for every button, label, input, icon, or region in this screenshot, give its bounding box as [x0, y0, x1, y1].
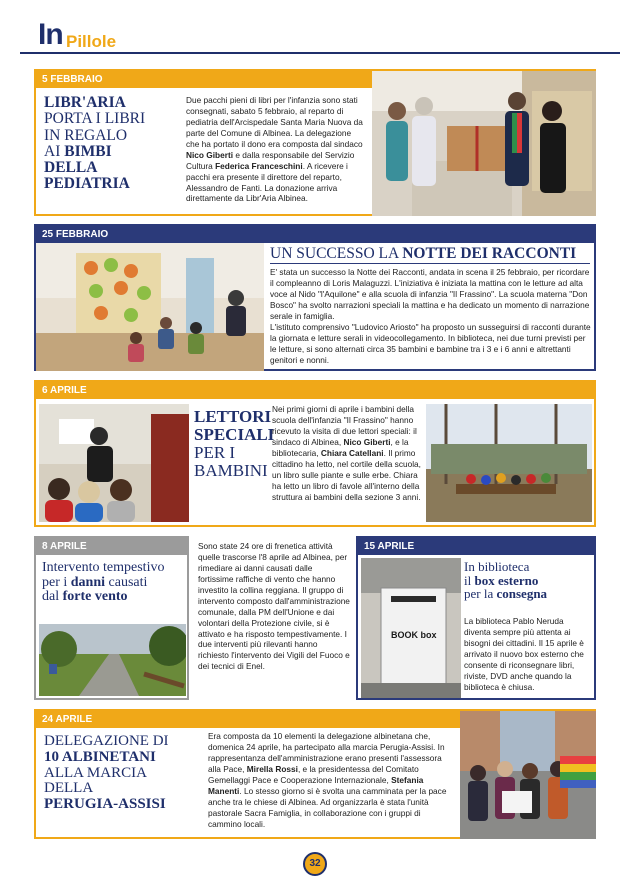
photo-storytelling-night [36, 243, 264, 371]
article-body: Due pacchi pieni di libri per l'infanzia sono stati consegnati, sabato 5 febbraio, al reparto di pediatria dell'Arcispedale Santa Maria Nuova da parte del Comune di Albinea. La delegazione che ha portato il dono era composta dal sindaco Nico Giberti e dalla responsabile del Servizio Cultura Federica Franceschini. A ricevere i pacchi era presente il direttore del reparto, Alessandro de Fanti. La donazione arriva direttamente da Libr'Aria Albinea. [186, 95, 363, 204]
article-title: UN SUCCESSO LA NOTTE DEI RACCONTI [270, 245, 577, 262]
article-body: La biblioteca Pablo Neruda diventa sempre più attenta ai bisogni dei cittadini. Il 15 aprile è arrivato il nuovo box esterno che consente di riconsegnare libri, riviste, DVD anche quando la biblioteca è chiusa. [464, 616, 584, 692]
header-rule [20, 52, 620, 54]
article-date: 5 FEBBRAIO [36, 71, 594, 88]
article-title: LETTORI SPECIALI PER I BAMBINI [194, 407, 275, 480]
article-title: LIBR'ARIA PORTA I LIBRI IN REGALO AI BIMBI DELLA PEDIATRIA [44, 94, 146, 193]
article-card-libraria [34, 69, 596, 216]
article-body: E' stata un successo la Notte dei Racconti, andata in scena il 25 febbraio, per ricordare il compleanno di Loris Malaguzzi. L'iniziativa è iniziata la mattina con le letture ad alta voce al Nido "l'Aquilone" e alla scuola di infanzia "Il Frassino". La scuola materna "Don Bosco" ha svolto narrazioni speciali la mattina e ha dedicato un momento di narrazione serale in famiglia. L'istituto comprensivo "Ludovico Ariosto" ha proposto un susseguirsi di racconti durante la giornata e letture serali in videocollegamento. In biblioteca, nei due turni previsti per le letture, si sono alternati circa 35 bambini e bambine tra i 3 e i 6 anni e altrettanti genitori e nonni. [270, 267, 591, 365]
photo-peace-march [460, 711, 596, 839]
article-card-forte-vento [34, 536, 189, 700]
article-date: 8 APRILE [36, 538, 187, 555]
logo-pillole-text: Pillole [66, 32, 117, 51]
article-body-forte-vento: Sono state 24 ore di frenetica attività quelle trascorse l'8 aprile ad Albinea, per rimediare ai danni causati dalle fortissime raffiche di vento che hanno investito la collina reggiana. Il gruppo di intervento composto dall'amministrazione comunale, dalla PM dell'Unione e dai volontari della Protezione civile, si è attivato e ha risposto tempestivamente. I due interventi più rilevanti hanno richiesto l'intervento dei Vigili del Fuoco e dei tecnici di Enel. [198, 541, 350, 672]
article-body: Era composta da 10 elementi la delegazione albinetana che, domenica 24 aprile, ha partecipato alla marcia Perugia-Assisi. In rappresentanza dell'amministrazione erano presenti l'assessora alla Pace, Mirella Rossi, e la presidentessa del Comitato Gemellaggi Pace e Cooperazione Internazionale, Stefania Manenti. Lo stesso giorno si è svolta una camminata per la pace anche tra le chiese di Albinea. Ad organizzarla è stata l'unità pastorale Sacra Famiglia, in collaborazione con i gruppi di cammino locali. [208, 731, 447, 829]
article-card-notte-racconti [34, 224, 596, 371]
article-body: Nei primi giorni di aprile i bambini della scuola dell'infanzia "Il Frassino" hanno ricevuto la visita di due lettori speciali: il sindaco di Albinea, Nico Giberti, e la bibliotecaria, Chiara Catellani. Il primo cittadino ha letto, nel cortile della scuola, un libro sulle piante e sulle erbe. Chiara ha letto un libro di favole all'interno della struttura ai bambini della sezione 3 anni. [272, 404, 421, 502]
photo-book-box [361, 558, 461, 698]
magazine-logo [20, 10, 135, 56]
article-title: Intervento tempestivo per i danni causati dal forte vento [42, 560, 165, 605]
article-card-lettori-speciali [34, 380, 596, 527]
article-date: 6 APRILE [36, 382, 594, 399]
article-date: 25 FEBBRAIO [36, 226, 594, 243]
article-date: 24 APRILE [36, 711, 594, 728]
article-title: In biblioteca il box esterno per la consegna [464, 559, 548, 602]
photo-fallen-trees [39, 624, 186, 696]
article-card-box-esterno [356, 536, 596, 700]
article-title: DELEGAZIONE DI 10 ALBINETANI ALLA MARCIA DELLA PERUGIA-ASSISI [44, 733, 169, 812]
article-date: 15 APRILE [358, 538, 594, 555]
book-box-label: BOOK box [391, 630, 437, 640]
photo-reading-kids [39, 404, 189, 522]
logo-in-text: In [38, 18, 63, 51]
title-underline [270, 263, 590, 264]
page-number: 32 [303, 852, 327, 876]
photo-garden-reading [426, 404, 592, 522]
article-card-perugia-assisi [34, 709, 596, 839]
photo-book-donation [372, 71, 596, 216]
